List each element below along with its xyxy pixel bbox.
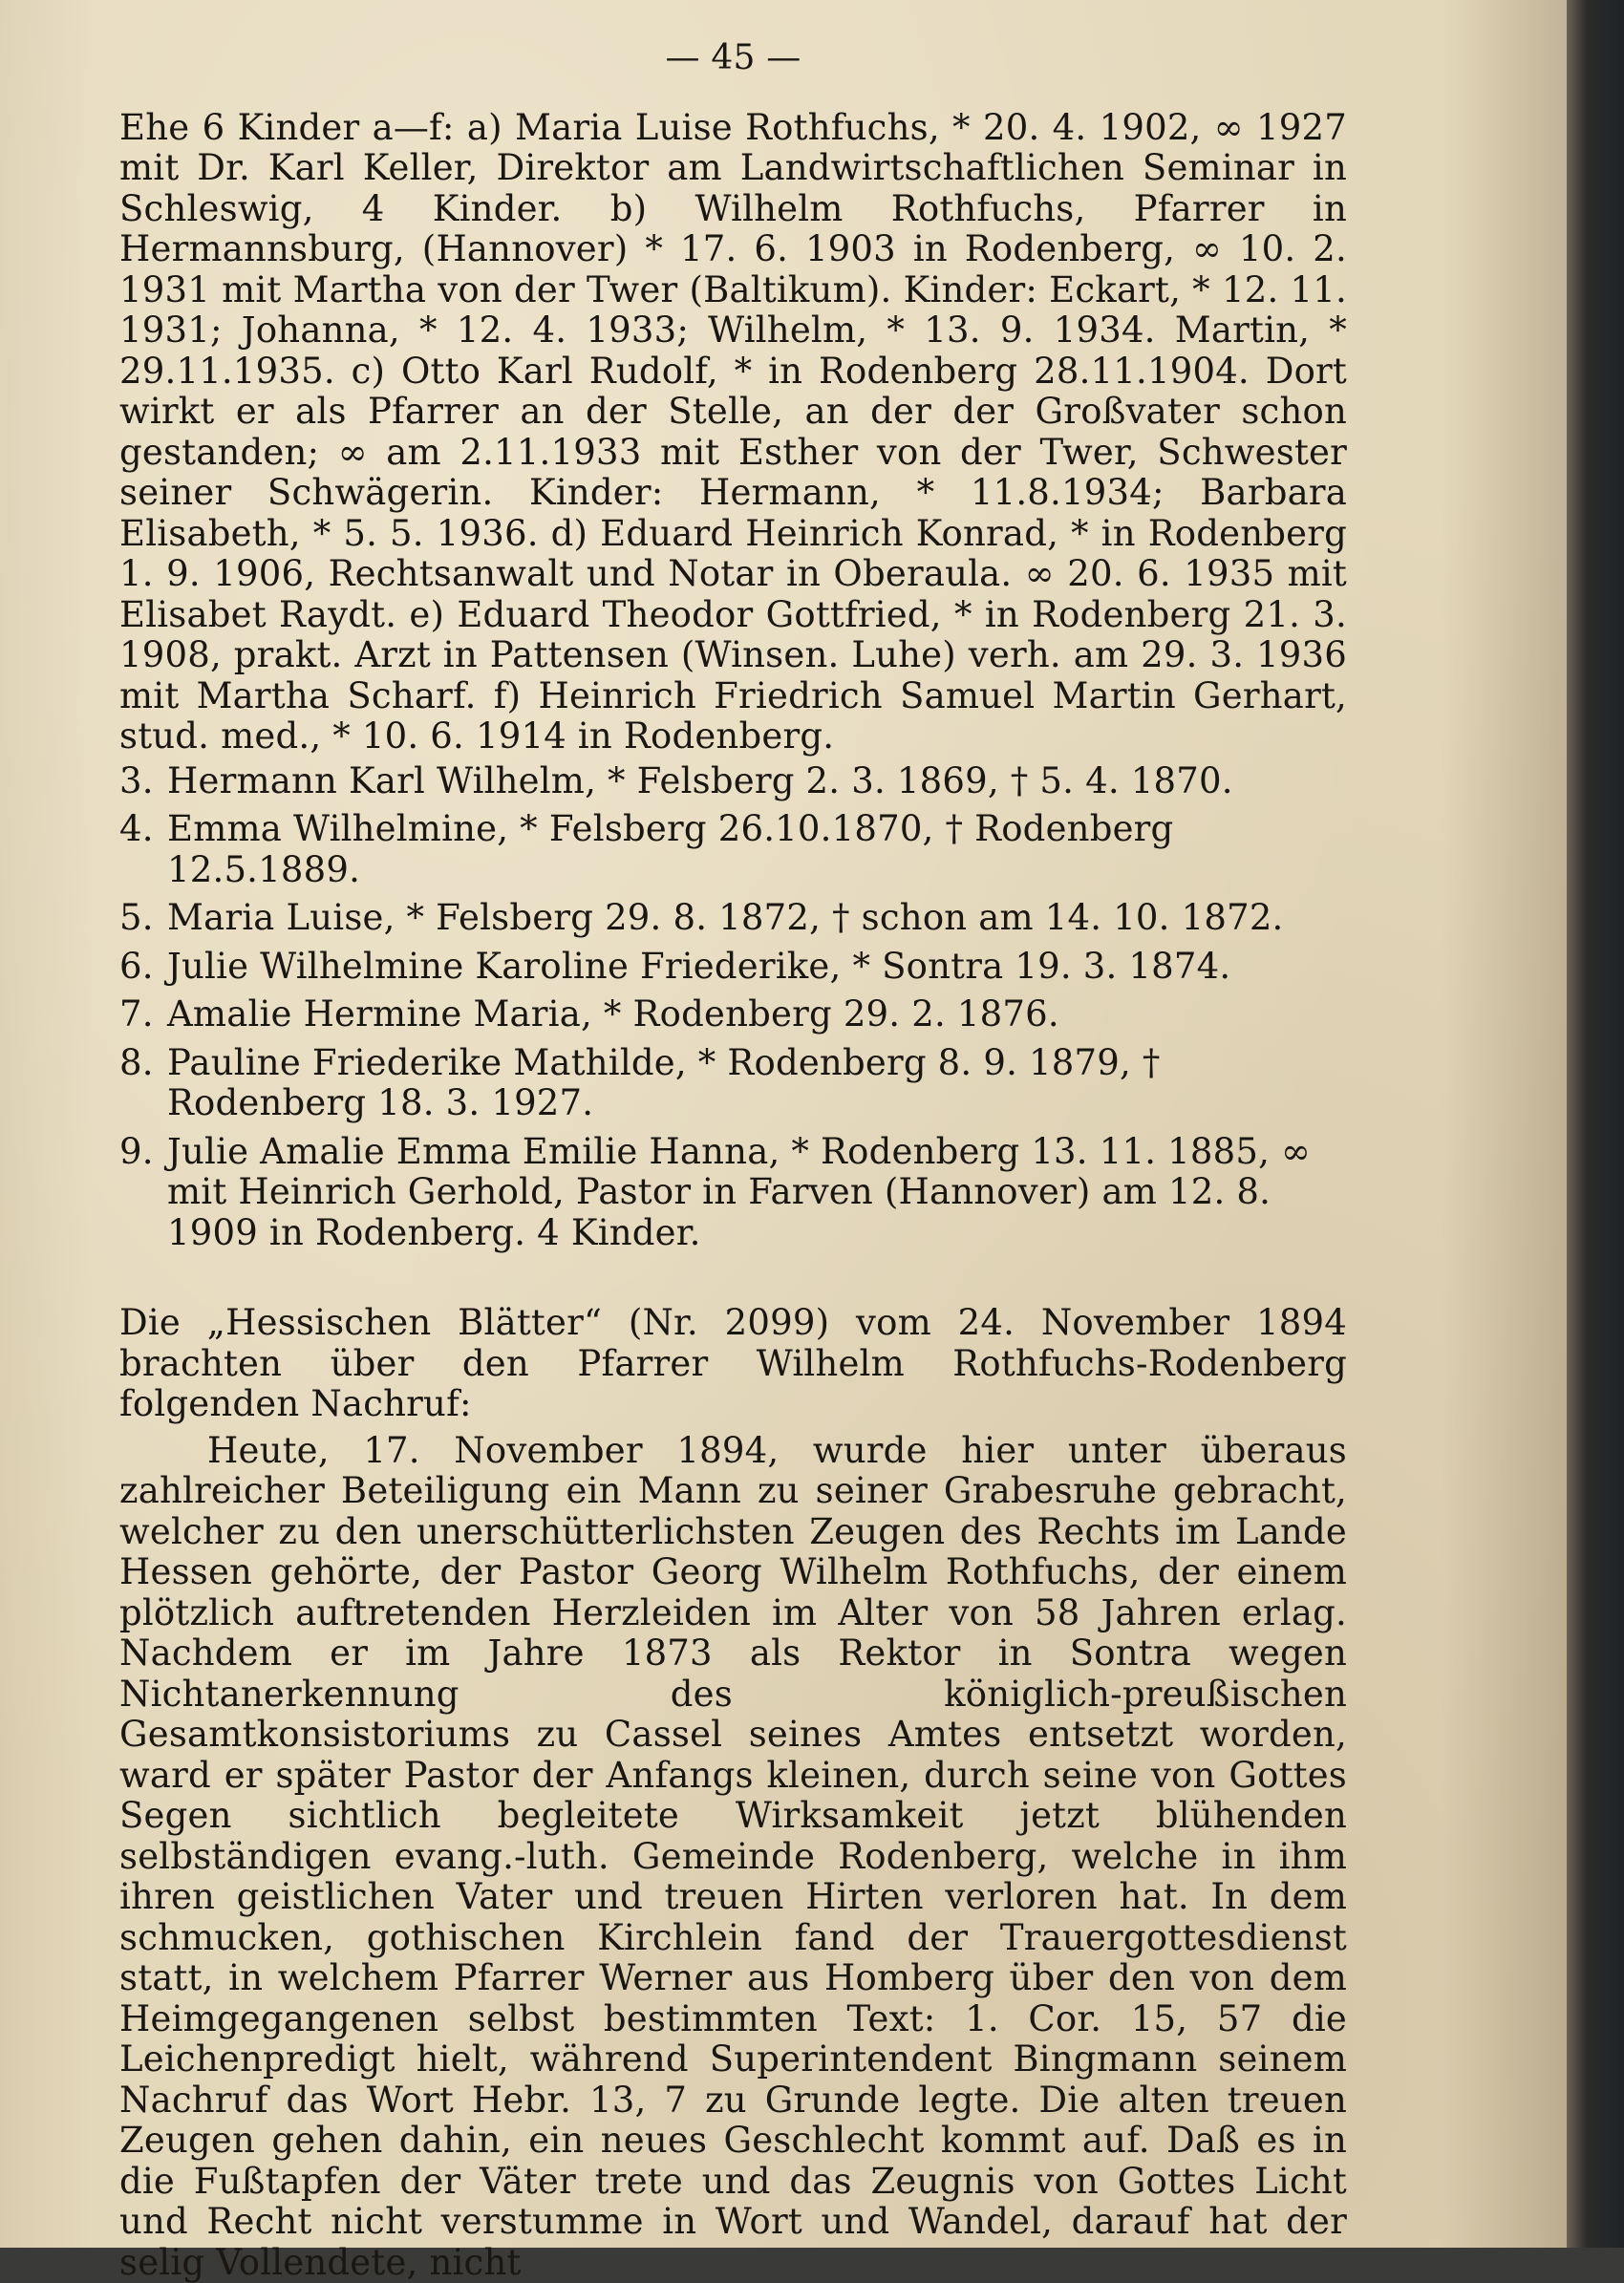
obituary-text: Heute, 17. November 1894, wurde hier unter überaus zahlreicher Beteiligung ein Mann zu seiner Grabesruhe gebracht, welcher zu den unerschütterlichsten Zeugen des Rechts im Lande Hessen gehörte, der Pastor Georg Wilhelm Rothfuchs, der einem plötzlich auftretenden Herzleiden im Alter von 58 Jahren erlag. Nachdem er im Jahre 1873 als Rektor in Sontra wegen Nichtanerkennung des königlich-preußischen Gesamtkonsistoriums zu Cassel seines Amtes entsetzt worden, ward er später Pastor der Anfangs kleinen, durch seine von Gottes Segen sichtlich begleitete Wirksamkeit jetzt blühenden selbständigen evang.-luth. Gemeinde Rodenberg, welche in ihm ihren geistlichen Vater und treuen Hirten verloren hat. In dem schmucken, gothischen Kirchlein fand der Trauergottesdienst statt, in welchem Pfarrer Werner aus Homberg über den von dem Heimgegangenen selbst bestimmten Text: 1. Cor. 15, 57 die Leichenpredigt hielt, während Superintendent Bingmann seinem Nachruf das Wort Hebr. 13, 7 zu Grunde legte. Die alten treuen Zeugen gehen dahin, ein neues Geschlecht kommt auf. Daß es in die Fußtapfen der Väter trete und das Zeugnis von Gottes Licht und Recht nicht verstumme in Wort und Wandel, darauf hat der selig Vollendete, nicht <box>119 1431 1347 2283</box>
list-item-text: Emma Wilhelmine, * Felsberg 26.10.1870, † Rodenberg 12.5.1889. <box>167 808 1173 890</box>
list-item-text: Pauline Friederike Mathilde, * Rodenberg 8. 9. 1879, † Rodenberg 18. 3. 1927. <box>167 1042 1161 1124</box>
list-item <box>119 898 1347 939</box>
page-text <box>119 38 1347 2283</box>
list-item-text: Hermann Karl Wilhelm, * Felsberg 2. 3. 1869, † 5. 4. 1870. <box>167 760 1233 801</box>
list-item <box>119 947 1347 988</box>
list-item <box>119 1132 1347 1254</box>
book-gutter <box>1567 0 1624 2248</box>
list-item <box>119 761 1347 802</box>
list-item-number: 6. <box>119 947 154 988</box>
list-item <box>119 1043 1347 1124</box>
page-number: — 45 — <box>119 38 1347 79</box>
list-item-text: Julie Wilhelmine Karoline Friederike, * Sontra 19. 3. 1874. <box>167 946 1230 987</box>
list-item-number: 9. <box>119 1132 154 1173</box>
family-paragraph: Ehe 6 Kinder a—f: a) Maria Luise Rothfuchs, * 20. 4. 1902, ∞ 1927 mit Dr. Karl Keller, Direktor am Landwirtschaftlichen Seminar in Schleswig, 4 Kinder. b) Wilhelm Rothfuchs, Pfarrer in Hermannsburg, (Hannover) * 17. 6. 1903 in Rodenberg, ∞ 10. 2. 1931 mit Martha von der Twer (Baltikum). Kinder: Eckart, * 12. 11. 1931; Johanna, * 12. 4. 1933; Wilhelm, * 13. 9. 1934. Martin, * 29.11.1935. c) Otto Karl Rudolf, * in Rodenberg 28.11.1904. Dort wirkt er als Pfarrer an der Stelle, an der der Großvater schon gestanden; ∞ am 2.11.1933 mit Esther von der Twer, Schwester seiner Schwägerin. Kinder: Hermann, * 11.8.1934; Barbara Elisabeth, * 5. 5. 1936. d) Eduard Heinrich Konrad, * in Rodenberg 1. 9. 1906, Rechtsanwalt und Notar in Oberaula. ∞ 20. 6. 1935 mit Elisabet Raydt. e) Eduard Theodor Gottfried, * in Rodenberg 21. 3. 1908, prakt. Arzt in Pattensen (Winsen. Luhe) verh. am 29. 3. 1936 mit Martha Scharf. f) Heinrich Friedrich Samuel Martin Gerhart, stud. med., * 10. 6. 1914 in Rodenberg. <box>119 108 1347 757</box>
list-item <box>119 809 1347 890</box>
list-item-number: 3. <box>119 761 154 802</box>
list-item-text: Julie Amalie Emma Emilie Hanna, * Rodenberg 13. 11. 1885, ∞ mit Heinrich Gerhold, Pastor in Farven (Hannover) am 12. 8. 1909 in Rodenberg. 4 Kinder. <box>167 1131 1311 1253</box>
section-spacer <box>119 1261 1347 1303</box>
list-item-number: 8. <box>119 1043 154 1084</box>
list-item-number: 4. <box>119 809 154 850</box>
list-item-number: 5. <box>119 898 154 939</box>
list-item-text: Amalie Hermine Maria, * Rodenberg 29. 2. 1876. <box>167 993 1059 1035</box>
children-list <box>119 761 1347 1254</box>
obituary-intro: Die „Hessischen Blätter“ (Nr. 2099) vom 24. November 1894 brachten über den Pfarrer Wilhelm Rothfuchs-Rodenberg folgenden Nachruf: <box>119 1303 1347 1425</box>
list-item-number: 7. <box>119 994 154 1035</box>
list-item <box>119 994 1347 1035</box>
list-item-text: Maria Luise, * Felsberg 29. 8. 1872, † schon am 14. 10. 1872. <box>167 897 1284 938</box>
